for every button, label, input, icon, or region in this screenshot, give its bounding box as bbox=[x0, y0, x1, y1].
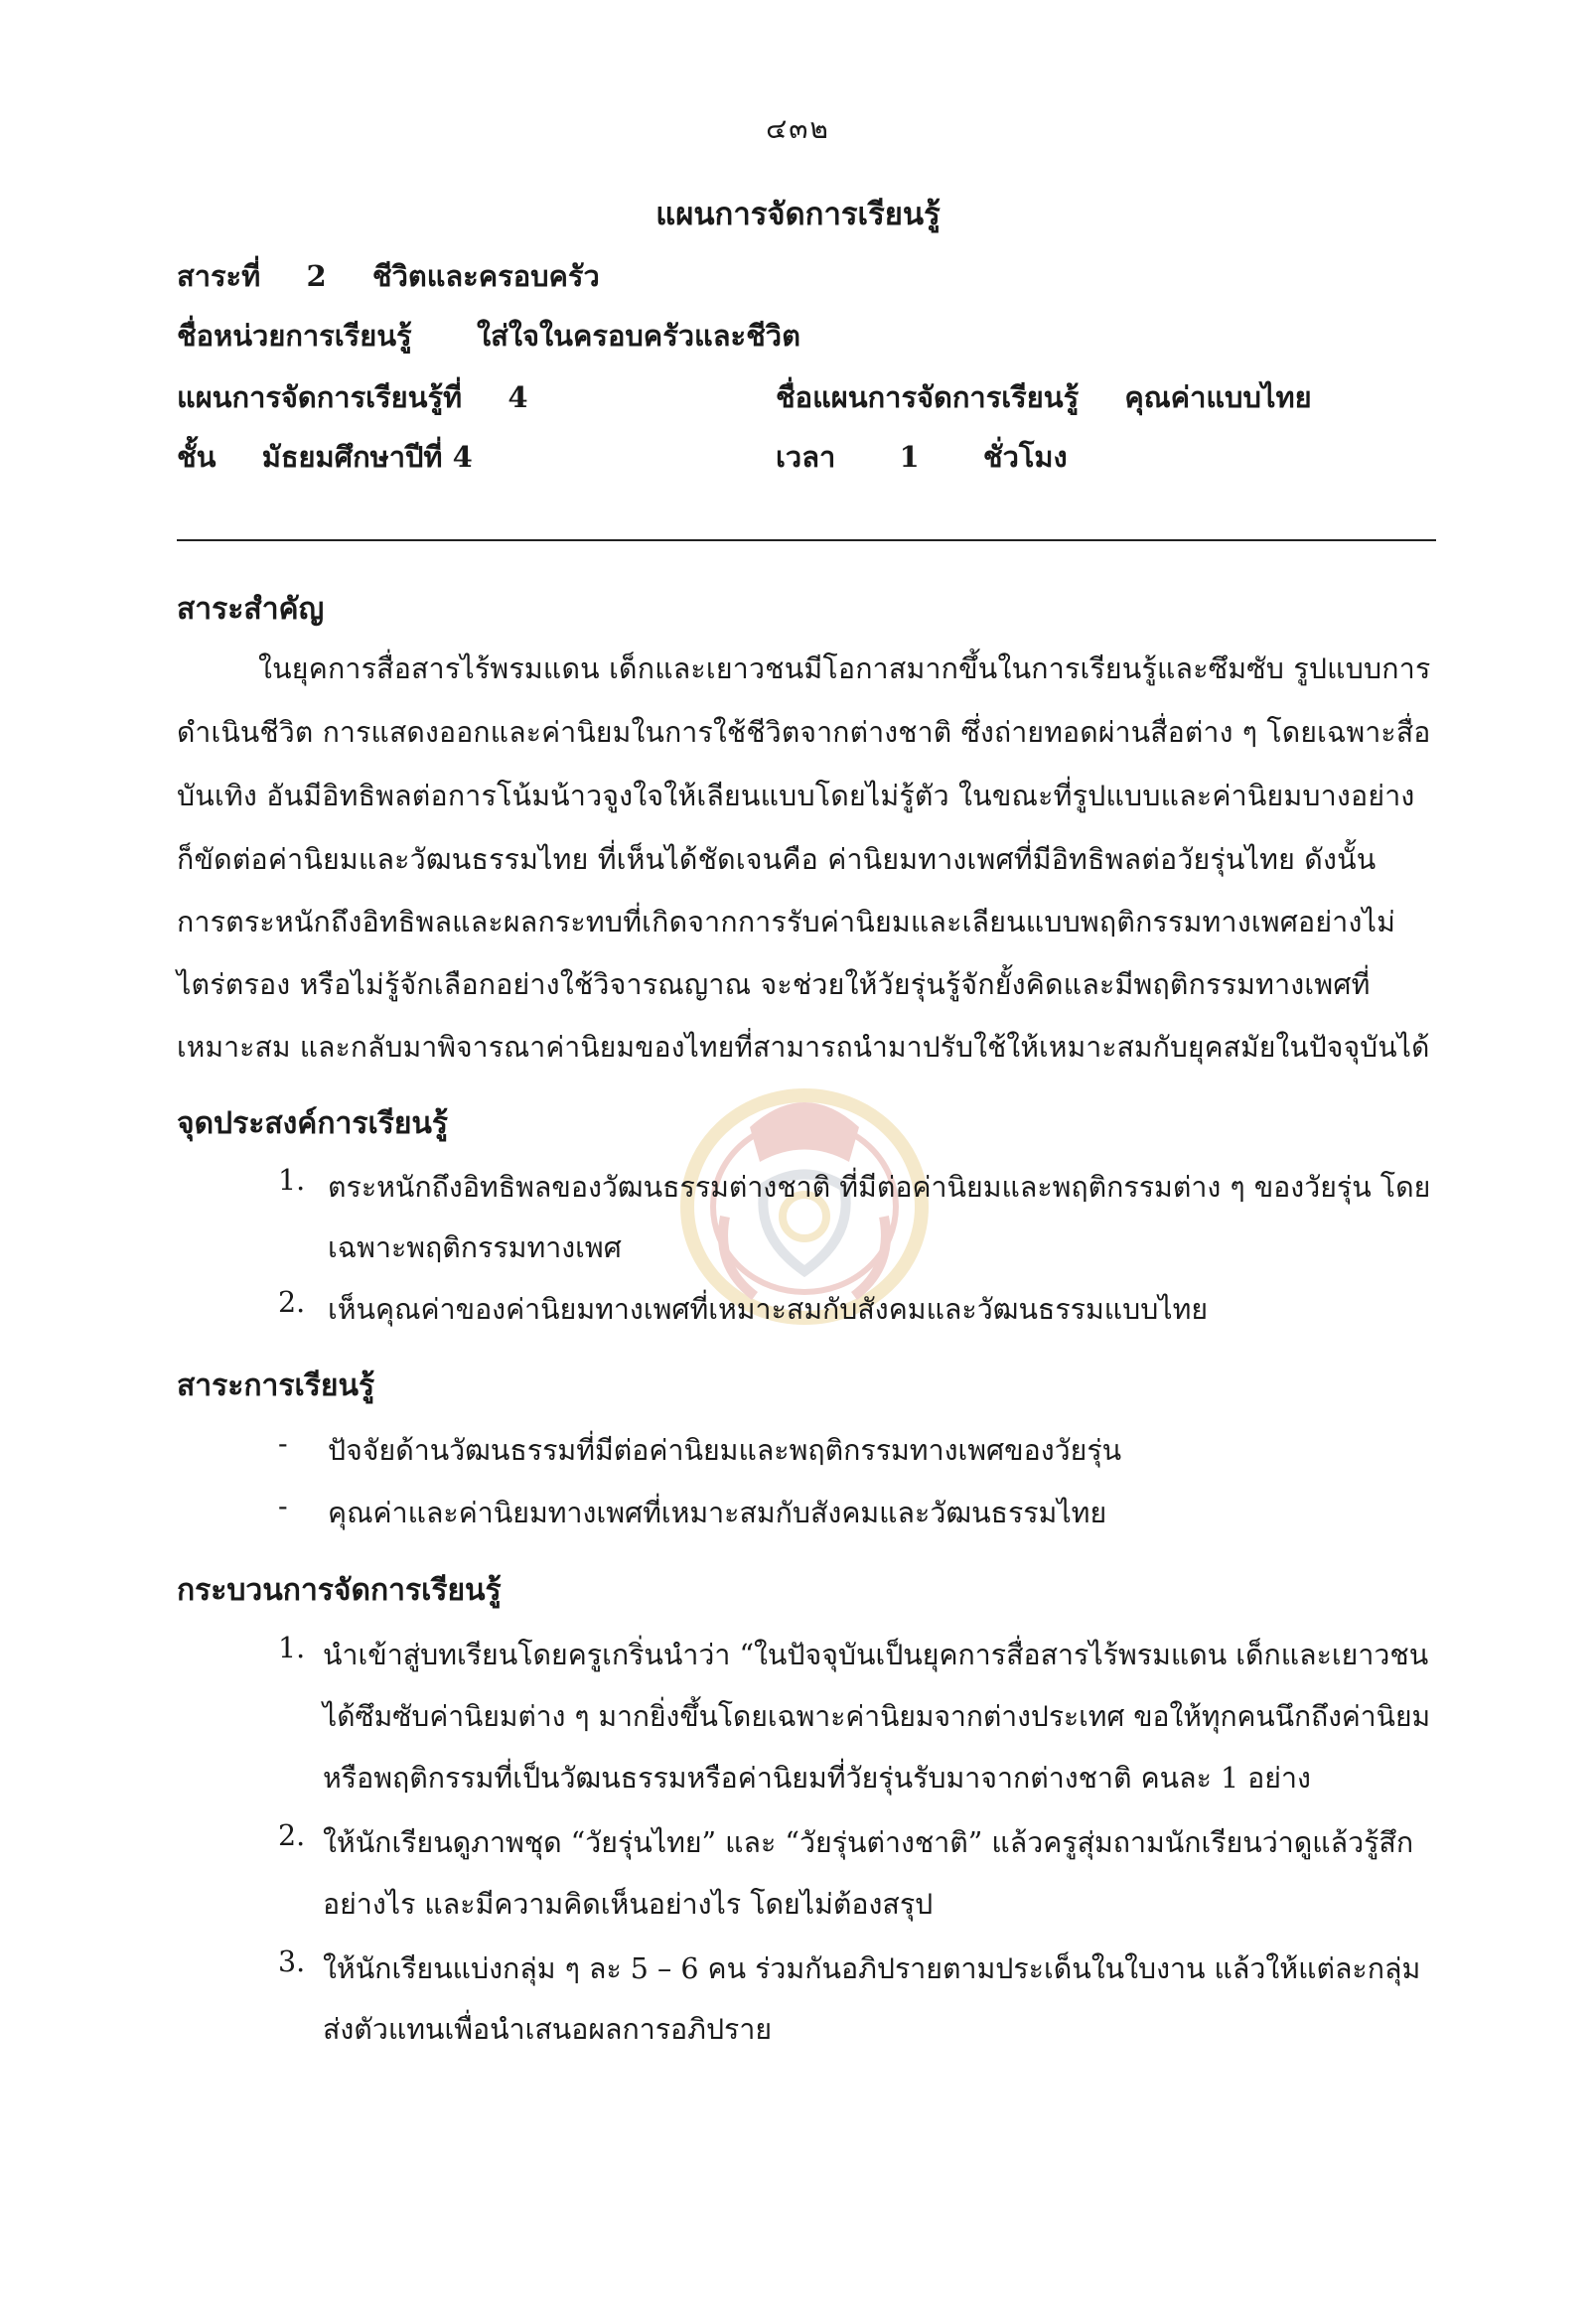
process-step-number: 2. bbox=[278, 1819, 306, 1852]
content-bullet: - bbox=[278, 1490, 288, 1522]
objectives-heading: จุดประสงค์การเรียนรู้ bbox=[177, 1106, 449, 1141]
key-concept-line: เหมาะสม และกลับมาพิจารณาค่านิยมของไทยที่สามารถนำมาปรับใช้ให้เหมาะสมกับยุคสมัยในปัจจุบันได้ bbox=[177, 1031, 1430, 1064]
plan-name: คุณค่าแบบไทย bbox=[1124, 380, 1312, 414]
process-step-line: นำเข้าสู่บทเรียนโดยครูเกริ่นนำว่า “ในปัจจุบันเป็นยุคการสื่อสารไร้พรมแดน เด็กและเยาวชน bbox=[323, 1639, 1429, 1671]
unit-label: ชื่อหน่วยการเรียนรู้ bbox=[177, 319, 412, 353]
objective-number: 2. bbox=[278, 1286, 306, 1319]
content-item: คุณค่าและค่านิยมทางเพศที่เหมาะสมกับสังคมและวัฒนธรรมไทย bbox=[328, 1497, 1107, 1529]
process-step-line: ให้นักเรียนแบ่งกลุ่ม ๆ ละ 5 – 6 คน ร่วมกันอภิปรายตามประเด็นในใบงาน แล้วให้แต่ละกลุ่ม bbox=[323, 1952, 1421, 1985]
grade-row bbox=[177, 434, 473, 480]
plan-name-row bbox=[776, 374, 1312, 420]
key-concept-line: ในยุคการสื่อสารไร้พรมแดน เด็กและเยาวชนมีโอกาสมากขึ้นในการเรียนรู้และซึมซับ รูปแบบการ bbox=[258, 652, 1431, 685]
objective-number: 1. bbox=[278, 1164, 306, 1197]
key-concept-line: ก็ขัดต่อค่านิยมและวัฒนธรรมไทย ที่เห็นได้ชัดเจนคือ ค่านิยมทางเพศที่มีอิทธิพลต่อวัยรุ่นไทย ดังนั้น bbox=[177, 843, 1377, 876]
content-heading: สาระการเรียนรู้ bbox=[177, 1368, 375, 1403]
grade-value: มัธยมศึกษาปีที่ 4 bbox=[261, 440, 473, 474]
plan-number: 4 bbox=[508, 380, 528, 414]
plan-label: แผนการจัดการเรียนรู้ที่ bbox=[177, 380, 463, 414]
document-title: แผนการจัดการเรียนรู้ bbox=[655, 197, 941, 232]
process-step-line: ได้ซึมซับค่านิยมต่าง ๆ มากยิ่งขึ้นโดยเฉพาะค่านิยมจากต่างประเทศ ขอให้ทุกคนนึกถึงค่านิยม bbox=[323, 1700, 1431, 1733]
key-concept-line: การตระหนักถึงอิทธิพลและผลกระทบที่เกิดจากการรับค่านิยมและเลียนแบบพฤติกรรมทางเพศอย่างไม่ bbox=[177, 906, 1396, 938]
plan-name-label: ชื่อแผนการจัดการเรียนรู้ bbox=[776, 380, 1080, 414]
key-concept-line: บันเทิง อันมีอิทธิพลต่อการโน้มน้าวจูงใจให้เลียนแบบโดยไม่รู้ตัว ในขณะที่รูปแบบและค่านิยมบางอย่าง bbox=[177, 780, 1415, 812]
grade-label: ชั้น bbox=[177, 440, 217, 474]
process-step-line: ส่งตัวแทนเพื่อนำเสนอผลการอภิปราย bbox=[323, 2013, 773, 2046]
process-heading: กระบวนการจัดการเรียนรู้ bbox=[177, 1573, 502, 1608]
unit-name: ใส่ใจในครอบครัวและชีวิต bbox=[477, 319, 800, 353]
strand-name: ชีวิตและครอบครัว bbox=[371, 259, 600, 293]
key-concept-line: ไตร่ตรอง หรือไม่รู้จักเลือกอย่างใช้วิจารณญาณ จะช่วยให้วัยรุ่นรู้จักยั้งคิดและมีพฤติกรรมทางเพศที่ bbox=[177, 968, 1371, 1001]
time-label: เวลา bbox=[776, 440, 836, 474]
process-step-line: อย่างไร และมีความคิดเห็นอย่างไร โดยไม่ต้องสรุป bbox=[323, 1888, 934, 1921]
key-concept-heading: สาระสำคัญ bbox=[177, 592, 325, 627]
strand-row bbox=[177, 253, 600, 299]
objective-line: เฉพาะพฤติกรรมทางเพศ bbox=[328, 1231, 622, 1264]
page-number: ๔๓๒ bbox=[766, 112, 830, 145]
objective-line: เห็นคุณค่าของค่านิยมทางเพศที่เหมาะสมกับสังคมและวัฒนธรรมแบบไทย bbox=[328, 1293, 1209, 1326]
key-concept-line: ดำเนินชีวิต การแสดงออกและค่านิยมในการใช้ชีวิตจากต่างชาติ ซึ่งถ่ายทอดผ่านสื่อต่าง ๆ โดยเฉพาะสื่อ bbox=[177, 716, 1431, 749]
plan-row bbox=[177, 374, 528, 420]
strand-label: สาระที่ bbox=[177, 259, 261, 293]
time-value: 1 bbox=[899, 440, 920, 474]
time-row bbox=[776, 434, 1068, 480]
time-unit: ชั่วโมง bbox=[982, 440, 1068, 474]
strand-number: 2 bbox=[306, 259, 327, 293]
content-bullet: - bbox=[278, 1427, 288, 1460]
content-item: ปัจจัยด้านวัฒนธรรมที่มีต่อค่านิยมและพฤติกรรมทางเพศของวัยรุ่น bbox=[328, 1434, 1122, 1467]
header-divider bbox=[177, 539, 1436, 541]
process-step-line: หรือพฤติกรรมที่เป็นวัฒนธรรมหรือค่านิยมที่วัยรุ่นรับมาจากต่างชาติ คนละ 1 อย่าง bbox=[323, 1762, 1311, 1795]
process-step-number: 3. bbox=[278, 1945, 306, 1978]
process-step-number: 1. bbox=[278, 1632, 306, 1664]
process-step-line: ให้นักเรียนดูภาพชุด “วัยรุ่นไทย” และ “วัยรุ่นต่างชาติ” แล้วครูสุ่มถามนักเรียนว่าดูแล้วรู้สึก bbox=[323, 1826, 1414, 1859]
objective-line: ตระหนักถึงอิทธิพลของวัฒนธรรมต่างชาติ ที่มีต่อค่านิยมและพฤติกรรมต่าง ๆ ของวัยรุ่น โดย bbox=[328, 1171, 1431, 1204]
